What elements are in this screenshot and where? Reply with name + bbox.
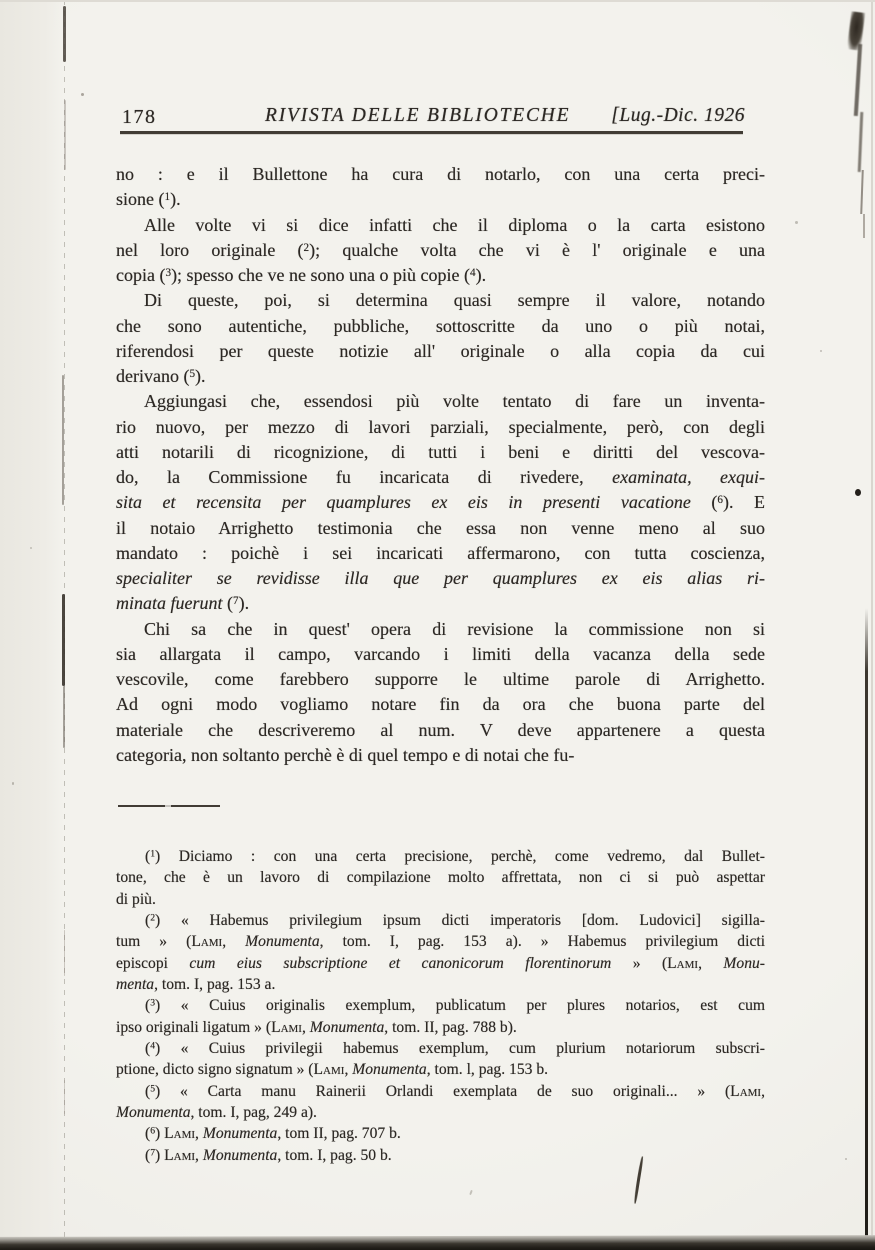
text-run: do, la Commissione fu incaricata di rivedere,: [116, 467, 613, 487]
text-run: ): [155, 1125, 165, 1143]
header-rule: [120, 131, 743, 134]
text-line: [116, 490, 765, 515]
italic-run: Monumenta: [202, 1146, 278, 1164]
text-line: [116, 1145, 765, 1166]
text-run: mandato : poichè i sei incaricati affermarono, con tutta coscienza,: [116, 542, 765, 563]
text-run: tum » (: [116, 933, 192, 951]
text-line: [116, 1102, 765, 1123]
text-line: [116, 1123, 765, 1144]
paragraph: [116, 617, 765, 769]
text-run: sione (: [116, 189, 165, 210]
text-run: , tom. l, pag. 153 b.: [426, 1061, 549, 1079]
italic-run: Monumenta: [309, 1018, 385, 1036]
text-line: [116, 465, 765, 490]
text-run: ,: [222, 933, 246, 951]
ink-smudge: [847, 11, 866, 50]
page-edge: [0, 0, 875, 2]
text-line: [116, 974, 765, 995]
italic-run: examinata, exqui-: [612, 467, 766, 487]
fold-line-mark: [63, 686, 65, 748]
text-line: [116, 288, 765, 313]
text-run: (: [222, 593, 233, 614]
paragraph: [116, 213, 765, 289]
text-run: ).: [195, 366, 206, 386]
smallcaps-run: Lami: [164, 1125, 196, 1143]
text-run: rio nuovo, per mezzo di lavori parziali, specialmente, però, con degli: [116, 416, 765, 437]
speck: [30, 547, 32, 549]
footnote-ref: 2: [303, 241, 310, 254]
text-run: ,: [761, 1082, 765, 1100]
text-run: ,: [195, 1125, 203, 1143]
smallcaps-run: Lami: [191, 933, 223, 951]
footnotes: [116, 846, 765, 1166]
text-line: [116, 931, 765, 952]
issue-date: [Lug.-Dic. 1926: [611, 105, 745, 126]
text-line: [116, 389, 765, 414]
text-run: , tom. I, pag, 249 a).: [190, 1104, 317, 1122]
footnote-ref: 6: [150, 1126, 156, 1138]
italic-run: Monumenta: [352, 1061, 427, 1079]
ink-dot: [855, 489, 861, 496]
page-crease: [865, 608, 868, 1242]
footnote-ref: 1: [150, 848, 156, 860]
text-line: [116, 692, 765, 717]
speck: [81, 93, 84, 96]
text-run: Di queste, poi, si determina quasi sempre il valore, notando: [144, 290, 765, 311]
text-run: il notaio Arrighetto testimonia che essa non venne meno al suo: [116, 517, 765, 538]
footnote-ref: 7: [150, 1147, 156, 1159]
footnote: [116, 995, 765, 1038]
text-line: [116, 339, 765, 364]
footnote-ref: 5: [150, 1083, 156, 1095]
fold-line-mark: [62, 594, 65, 686]
text-run: Chi sa che in quest' opera di revisione la commissione non si: [144, 618, 765, 639]
scan-bottom-shadow: [0, 1235, 875, 1250]
text-line: [116, 718, 765, 743]
fold-line-mark: [62, 375, 64, 505]
smallcaps-run: Lami: [313, 1061, 345, 1079]
footnote: [116, 846, 765, 910]
ink-streak: [858, 112, 864, 172]
text-run: , tom II, pag. 707 b.: [277, 1125, 401, 1143]
text-run: ).: [475, 265, 487, 285]
text-line: [116, 995, 765, 1016]
fold-line-mark: [64, 1080, 65, 1114]
text-run: copia (: [116, 265, 166, 285]
text-line: [116, 263, 765, 288]
text-run: , tom. I, pag. 153 a.: [154, 976, 276, 994]
fold-line-mark: [63, 6, 66, 62]
text-line: [116, 566, 765, 591]
text-run: ).: [170, 189, 181, 210]
text-line: [116, 910, 765, 931]
italic-run: menta: [116, 976, 155, 994]
page-edge: [871, 0, 873, 1250]
text-run: ): [155, 1146, 165, 1164]
text-run: (: [145, 1082, 151, 1100]
italic-run: cum eius subscriptione et canonicorum florentinorum: [189, 954, 612, 972]
text-run: materiale che descriveremo al num. V deve appartenere a questa: [116, 719, 765, 740]
text-run: ) « Cuius originalis exemplum, publicatum per plures notarios, est cum: [155, 997, 765, 1015]
text-line: [116, 953, 765, 974]
text-line: [116, 364, 765, 389]
italic-run: Monumenta: [116, 1104, 191, 1122]
ink-streak: [863, 214, 865, 238]
footnote-ref: 2: [150, 912, 156, 924]
footnote-ref: 3: [150, 998, 156, 1010]
text-run: derivano (: [116, 366, 190, 386]
text-line: [116, 1059, 765, 1080]
running-head: [265, 105, 745, 127]
text-line: [116, 667, 765, 692]
text-line: [116, 238, 765, 263]
text-line: [116, 743, 765, 768]
smallcaps-run: Lami: [667, 954, 699, 972]
italic-run: minata fuerunt: [116, 593, 223, 614]
footnote-ref: 4: [150, 1040, 156, 1052]
text-run: ) « Carta manu Rainerii Orlandi exemplata de suo originali... » (: [155, 1082, 731, 1100]
text-run: Aggiungasi che, essendosi più volte tentato di fare un inventa-: [144, 391, 765, 412]
text-run: , tom. I, pag. 153 a). » Habemus privilegium dicti: [319, 933, 766, 951]
text-line: [116, 617, 765, 642]
text-line: [116, 1017, 765, 1038]
text-line: [116, 213, 765, 238]
footnote-separator: [118, 805, 220, 807]
fold-line-mark: [64, 930, 65, 976]
text-run: di più.: [116, 890, 156, 908]
text-run: vescovile, come farebbero supporre le ultime parole di Arrighetto.: [116, 669, 765, 689]
smallcaps-run: Lami: [271, 1018, 302, 1036]
footnote-ref: 7: [233, 595, 239, 608]
journal-title: RIVISTA DELLE BIBLIOTECHE: [265, 105, 571, 126]
paragraph: [116, 162, 765, 213]
speck: [820, 350, 822, 352]
text-run: (: [145, 1125, 151, 1143]
text-run: ); spesso che ve ne sono una o più copie (: [171, 265, 470, 285]
text-line: [116, 440, 765, 465]
text-run: , tom. I, pag. 50 b.: [277, 1146, 392, 1164]
text-line: [116, 889, 765, 910]
footnote: [116, 1038, 765, 1081]
text-run: ipso originali ligatum » (: [116, 1018, 272, 1036]
paragraph: [116, 389, 765, 616]
footnote: [116, 1081, 765, 1124]
footnote-ref: 1: [164, 191, 171, 204]
text-run: no : e il Bullettone ha cura di notarlo, con una certa preci-: [116, 164, 765, 184]
text-run: tone, che è un lavoro di compilazione molto affrettata, non ci si può aspettar: [116, 869, 765, 887]
text-run: ) « Cuius privilegii habemus exemplum, cum plurium notariorum subscri-: [155, 1040, 765, 1058]
fold-line-mark: [64, 100, 66, 170]
text-run: Alle volte vi si dice infatti che il diploma o la carta esistono: [144, 214, 765, 235]
body-text: [116, 162, 765, 768]
text-run: » (: [611, 954, 668, 972]
speck: [469, 1190, 473, 1195]
footnote-ref: 4: [470, 266, 476, 279]
text-line: [116, 867, 765, 888]
text-run: ,: [344, 1061, 353, 1079]
ink-streak: [860, 170, 864, 214]
text-line: [116, 591, 765, 616]
footnote: [116, 1145, 765, 1166]
text-run: atti notarili di ricognizione, di tutti i beni e diritti del vescova-: [116, 441, 765, 462]
text-run: (: [145, 848, 151, 865]
speck: [12, 782, 14, 785]
text-run: ptione, dicto signo signatum » (: [116, 1061, 314, 1079]
text-run: riferendosi per queste notizie all' originale o alla copia da cui: [116, 340, 765, 361]
italic-run: Monu-: [723, 954, 765, 972]
speck: [795, 221, 798, 224]
text-run: ). E: [722, 492, 765, 513]
smallcaps-run: Lami: [164, 1146, 196, 1164]
text-run: ) « Habemus privilegium ipsum dicti imperatoris [dom. Ludovici] sigilla-: [155, 912, 765, 930]
speck: [845, 1158, 847, 1160]
footnote-ref: 3: [165, 266, 172, 279]
text-run: (: [145, 997, 151, 1015]
text-run: Ad ogni modo vogliamo notare fin da ora che buona parte del: [116, 694, 765, 715]
gutter-shadow: [0, 0, 64, 1250]
footnote-ref: 6: [717, 494, 723, 507]
text-run: nel loro originale (: [116, 239, 304, 260]
text-run: ).: [238, 593, 250, 614]
text-run: categoria, non soltanto perchè è di quel tempo e di notai che fu-: [116, 744, 575, 765]
text-run: ,: [301, 1018, 310, 1036]
text-line: [116, 187, 765, 212]
footnote: [116, 1123, 765, 1144]
ink-streak: [854, 44, 862, 116]
footnote-ref: 5: [189, 367, 196, 380]
italic-run: specialiter se revidisse illa que per quamplures ex eis alias ri-: [116, 568, 765, 588]
text-run: che sono autentiche, pubbliche, sottoscritte da uno o più notai,: [116, 315, 765, 336]
text-run: , tom. II, pag. 788 b).: [384, 1018, 517, 1036]
text-line: [116, 846, 765, 867]
text-line: [116, 516, 765, 541]
text-line: [116, 314, 765, 339]
text-line: [116, 541, 765, 566]
text-run: ) Diciamo : con una certa precisione, perchè, come vedremo, dal Bullet-: [155, 848, 765, 865]
italic-run: Monumenta: [202, 1125, 278, 1143]
italic-run: Monumenta: [245, 933, 320, 951]
text-line: [116, 415, 765, 440]
text-run: ,: [195, 1146, 203, 1164]
text-line: [116, 1038, 765, 1059]
paragraph: [116, 288, 765, 389]
page-number: 178: [122, 106, 157, 128]
italic-run: sita et recensita per quamplures ex eis in presenti vacatione: [116, 492, 691, 513]
text-run: (: [145, 1146, 151, 1164]
smallcaps-run: Lami: [730, 1082, 762, 1100]
text-run: sia allargata il campo, varcando i limiti della vacanza della sede: [116, 643, 765, 664]
text-run: ); qualche volta che vi è l' originale e una: [309, 239, 765, 260]
text-line: [116, 1081, 765, 1102]
text-run: ,: [698, 954, 724, 972]
text-run: (: [690, 492, 718, 513]
text-run: (: [145, 1040, 151, 1058]
footnote: [116, 910, 765, 995]
text-line: [116, 162, 765, 187]
text-run: episcopi: [116, 954, 190, 972]
text-line: [116, 642, 765, 667]
text-run: (: [145, 912, 151, 930]
